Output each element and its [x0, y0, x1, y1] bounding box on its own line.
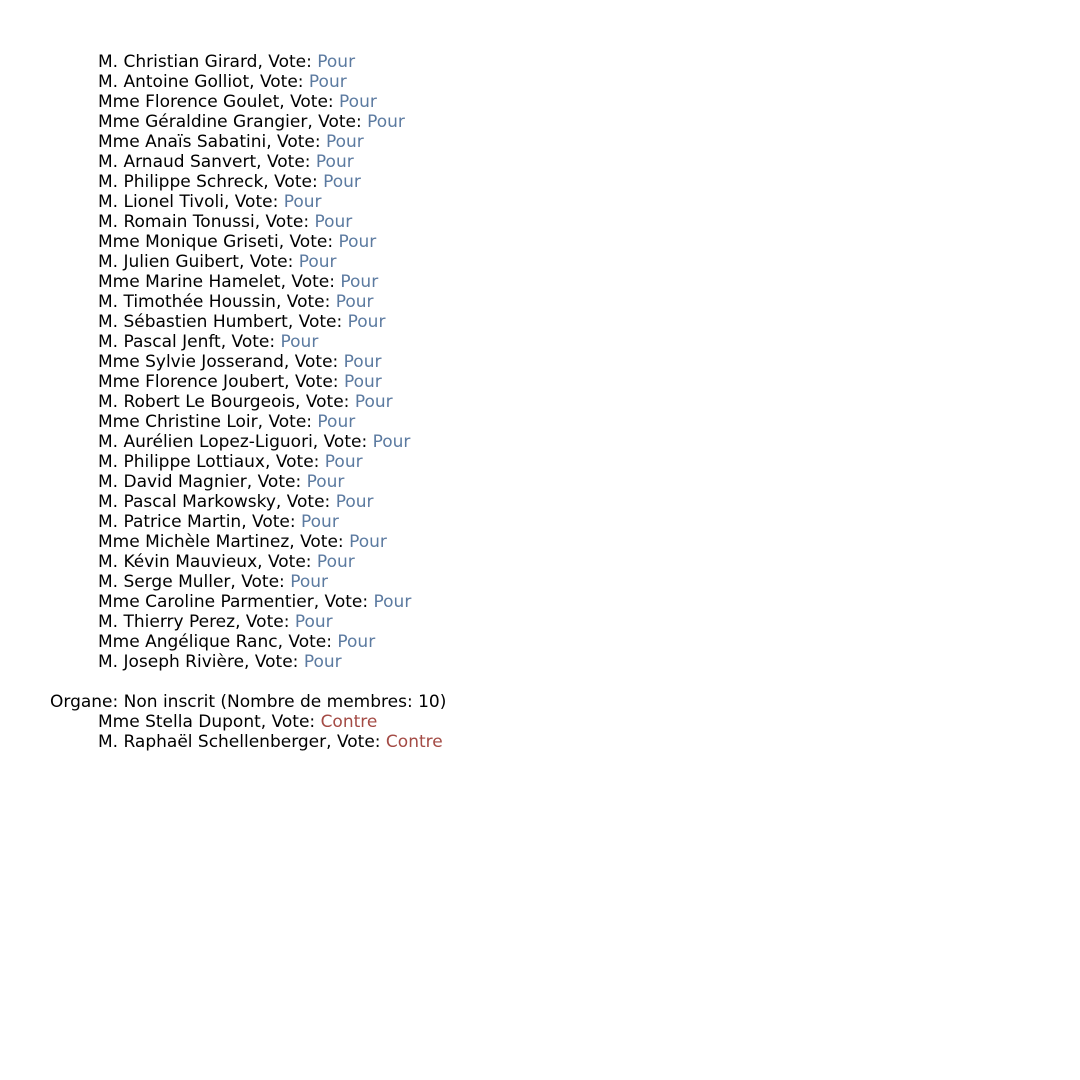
vote-entry — [50, 252, 1050, 272]
vote-label: Vote: — [286, 292, 336, 312]
vote-separator: , — [295, 392, 306, 412]
vote-value-pour: Pour — [354, 392, 393, 412]
member-name: M. Julien Guibert — [98, 252, 239, 272]
vote-entry — [50, 632, 1050, 652]
member-name: M. Lionel Tivoli — [98, 192, 224, 212]
vote-entry — [50, 112, 1050, 132]
vote-label: Vote: — [318, 112, 368, 132]
member-name: M. Romain Tonussi — [98, 212, 255, 232]
member-name: M. Patrice Martin — [98, 512, 242, 532]
vote-value-pour: Pour — [290, 572, 328, 592]
member-name: M. Kévin Mauvieux — [98, 552, 258, 572]
member-name: Mme Anaïs Sabatini — [98, 132, 267, 152]
member-name: M. David Magnier — [98, 472, 247, 492]
vote-separator: , — [279, 92, 291, 112]
vote-value-pour: Pour — [323, 172, 361, 192]
vote-separator: , — [230, 572, 242, 592]
vote-value-pour: Pour — [337, 632, 376, 652]
vote-separator: , — [313, 592, 325, 612]
member-name: Mme Florence Goulet — [98, 92, 280, 112]
vote-separator: , — [307, 112, 319, 132]
vote-value-pour: Pour — [335, 292, 374, 312]
member-name: M. Philippe Schreck — [98, 172, 264, 192]
member-name: M. Pascal Jenft — [98, 332, 221, 352]
vote-separator: , — [275, 292, 287, 312]
member-name: Mme Angélique Ranc — [98, 632, 278, 652]
vote-label: Vote: — [298, 312, 348, 332]
vote-label: Vote: — [271, 712, 321, 732]
vote-value-pour: Pour — [373, 592, 412, 612]
vote-entry — [50, 92, 1050, 112]
vote-label: Vote: — [245, 612, 295, 632]
vote-entry — [50, 272, 1050, 292]
vote-list-group-1 — [50, 52, 1050, 672]
vote-value-pour: Pour — [301, 512, 339, 532]
vote-value-pour: Pour — [324, 452, 363, 472]
vote-entry — [50, 132, 1050, 152]
vote-separator: , — [249, 72, 260, 92]
vote-label: Vote: — [294, 352, 344, 372]
vote-label: Vote: — [288, 632, 338, 652]
vote-value-pour: Pour — [306, 472, 345, 492]
vote-value-pour: Pour — [283, 192, 322, 212]
vote-separator: , — [263, 172, 275, 192]
vote-separator: , — [257, 412, 269, 432]
vote-label: Vote: — [266, 152, 316, 172]
vote-separator: , — [256, 152, 267, 172]
vote-value-pour: Pour — [367, 112, 405, 132]
vote-label: Vote: — [274, 172, 324, 192]
vote-entry — [50, 312, 1050, 332]
member-name: Mme Marine Hamelet — [98, 272, 281, 292]
vote-label: Vote: — [300, 532, 350, 552]
vote-label: Vote: — [259, 72, 309, 92]
vote-entry — [50, 352, 1050, 372]
vote-label: Vote: — [254, 652, 304, 672]
member-name: M. Sébastien Humbert — [98, 312, 288, 332]
member-name: M. Timothée Houssin — [98, 292, 276, 312]
vote-entry — [50, 512, 1050, 532]
vote-document — [50, 52, 1050, 752]
vote-entry — [50, 432, 1050, 452]
vote-label: Vote: — [234, 192, 284, 212]
vote-separator: , — [283, 352, 295, 372]
member-name: M. Antoine Golliot — [98, 72, 250, 92]
vote-value-pour: Pour — [308, 72, 347, 92]
vote-label: Vote: — [268, 412, 318, 432]
vote-label: Vote: — [294, 372, 344, 392]
vote-label: Vote: — [231, 332, 281, 352]
member-name: M. Robert Le Bourgeois — [98, 392, 296, 412]
vote-label: Vote: — [241, 572, 291, 592]
member-name: M. Philippe Lottiaux — [98, 452, 265, 472]
vote-label: Vote: — [268, 52, 318, 72]
vote-value-pour: Pour — [347, 312, 386, 332]
vote-value-pour: Pour — [343, 352, 382, 372]
vote-label: Vote: — [275, 452, 325, 472]
vote-value-pour: Pour — [339, 92, 377, 112]
member-name: M. Thierry Perez — [98, 612, 236, 632]
vote-entry — [50, 212, 1050, 232]
vote-entry — [50, 472, 1050, 492]
vote-separator: , — [277, 632, 289, 652]
vote-label: Vote: — [305, 392, 355, 412]
group-spacer — [50, 672, 1050, 692]
vote-value-pour: Pour — [317, 52, 356, 72]
vote-entry — [50, 652, 1050, 672]
vote-label: Vote: — [324, 592, 374, 612]
vote-separator: , — [246, 472, 258, 492]
member-name: Mme Monique Griseti — [98, 232, 279, 252]
vote-separator: , — [284, 372, 295, 392]
vote-label: Vote: — [277, 132, 326, 152]
member-name: M. Aurélien Lopez-Liguori — [98, 432, 313, 452]
vote-value-pour: Pour — [280, 332, 319, 352]
vote-value-pour: Pour — [325, 132, 364, 152]
member-name: Mme Florence Joubert — [98, 372, 285, 392]
vote-separator: , — [312, 432, 324, 452]
group-heading-non-inscrit: Organe: Non inscrit (Nombre de membres: 10) — [50, 692, 447, 712]
vote-label: Vote: — [267, 552, 317, 572]
vote-value-contre: Contre — [385, 732, 443, 752]
vote-separator: , — [287, 312, 299, 332]
vote-separator: , — [326, 732, 337, 752]
vote-separator: , — [275, 492, 287, 512]
vote-separator: , — [265, 452, 276, 472]
vote-separator: , — [257, 52, 269, 72]
member-name: M. Joseph Rivière — [98, 652, 245, 672]
vote-label: Vote: — [289, 232, 339, 252]
vote-entry — [50, 292, 1050, 312]
member-name: M. Arnaud Sanvert — [98, 152, 257, 172]
vote-separator: , — [266, 132, 278, 152]
vote-label: Vote: — [252, 512, 301, 532]
vote-separator: , — [235, 612, 246, 632]
vote-entry — [50, 612, 1050, 632]
vote-label: Vote: — [291, 272, 341, 292]
vote-value-contre: Contre — [320, 712, 378, 732]
vote-separator: , — [254, 212, 266, 232]
vote-label: Vote: — [257, 472, 307, 492]
member-name: Mme Michèle Martinez — [98, 532, 290, 552]
vote-value-pour: Pour — [343, 372, 382, 392]
vote-entry — [50, 52, 1050, 72]
member-name: Mme Caroline Parmentier — [98, 592, 314, 612]
vote-value-pour: Pour — [372, 432, 411, 452]
member-name: Mme Stella Dupont — [98, 712, 261, 732]
vote-value-pour: Pour — [340, 272, 379, 292]
vote-separator: , — [244, 652, 255, 672]
vote-separator: , — [278, 232, 290, 252]
vote-entry — [50, 392, 1050, 412]
vote-value-pour: Pour — [335, 492, 374, 512]
vote-value-pour: Pour — [314, 212, 353, 232]
vote-value-pour: Pour — [349, 532, 387, 552]
vote-label: Vote: — [286, 492, 336, 512]
vote-value-pour: Pour — [316, 552, 355, 572]
member-name: M. Christian Girard — [98, 52, 258, 72]
vote-entry — [50, 572, 1050, 592]
vote-list-group-2 — [50, 712, 1050, 752]
vote-value-pour: Pour — [338, 232, 377, 252]
vote-separator: , — [220, 332, 232, 352]
vote-entry — [50, 172, 1050, 192]
vote-entry — [50, 492, 1050, 512]
vote-entry — [50, 232, 1050, 252]
member-name: M. Pascal Markowsky — [98, 492, 276, 512]
vote-separator: , — [241, 512, 253, 532]
vote-label: Vote: — [323, 432, 373, 452]
vote-entry — [50, 152, 1050, 172]
vote-entry — [50, 332, 1050, 352]
vote-separator: , — [289, 532, 301, 552]
vote-label: Vote: — [265, 212, 315, 232]
vote-entry — [50, 192, 1050, 212]
vote-separator: , — [280, 272, 292, 292]
vote-entry — [50, 452, 1050, 472]
vote-label: Vote: — [336, 732, 386, 752]
vote-label: Vote: — [249, 252, 299, 272]
vote-entry — [50, 72, 1050, 92]
member-name: Mme Christine Loir — [98, 412, 258, 432]
vote-entry — [50, 412, 1050, 432]
vote-entry — [50, 592, 1050, 612]
vote-value-pour: Pour — [294, 612, 333, 632]
vote-entry — [50, 732, 1050, 752]
vote-entry — [50, 532, 1050, 552]
member-name: Mme Sylvie Josserand — [98, 352, 284, 372]
vote-entry — [50, 712, 1050, 732]
vote-entry — [50, 552, 1050, 572]
vote-separator: , — [260, 712, 272, 732]
vote-entry — [50, 372, 1050, 392]
vote-separator: , — [223, 192, 235, 212]
member-name: Mme Géraldine Grangier — [98, 112, 308, 132]
vote-value-pour: Pour — [317, 412, 356, 432]
vote-value-pour: Pour — [315, 152, 354, 172]
vote-separator: , — [238, 252, 250, 272]
vote-value-pour: Pour — [298, 252, 337, 272]
member-name: M. Raphaël Schellenberger — [98, 732, 327, 752]
vote-label: Vote: — [290, 92, 340, 112]
member-name: M. Serge Muller — [98, 572, 231, 592]
vote-separator: , — [257, 552, 268, 572]
vote-value-pour: Pour — [303, 652, 342, 672]
